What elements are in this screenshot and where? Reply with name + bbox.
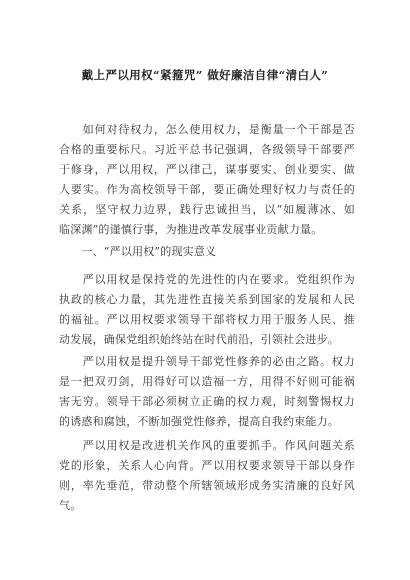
text-line: 气。: [59, 499, 82, 512]
text-line: 则，率先垂范，带动整个所辖领域形成务实清廉的良好风: [59, 479, 355, 492]
text-line: 如何对待权力，怎么使用权力，是衡量一个干部是否: [59, 123, 355, 136]
text-line: 党的形象，关系人心向背。严以用权要求领导干部以身作: [59, 459, 355, 472]
text-line: 的诱惑和腐蚀，不断加强党性修养，提高自我约束能力。: [59, 415, 339, 428]
section-heading-text: 一、“严以用权”的现实意义: [59, 245, 217, 258]
text-line: 动发展，确保党组织始终站在时代前沿，引领社会进步。: [59, 333, 339, 346]
text-line: 执政的核心力量，其先进性直接关系到国家的发展和人民: [59, 293, 355, 306]
text-line: 的福祉。严以用权要求领导干部将权力用于服务人民、推: [59, 313, 355, 326]
text-line: 于修身，严以用权，严以律己，谋事要实、创业要实、做: [59, 163, 355, 176]
section-heading: [59, 242, 355, 262]
paragraph-cultivation: [59, 352, 355, 432]
text-line: 人要实。作为高校领导干部，要正确处理好权力与责任的: [59, 183, 355, 196]
text-line: 严以用权是提升领导干部党性修养的必由之路。权力: [59, 355, 355, 368]
text-line: 严以用权是改进机关作风的重要抓手。作风问题关系: [59, 439, 355, 452]
text-line: 临深渊”的谨慎行事，为推进改革发展事业贡献力量。: [59, 223, 323, 236]
document-title: 戴上严以用权“紧箍咒” 做好廉洁自律“清白人”: [81, 68, 329, 82]
text-line: 严以用权是保持党的先进性的内在要求。党组织作为: [59, 273, 355, 286]
text-line: 害无穷。领导干部必须树立正确的权力观，时刻警惕权力: [59, 395, 355, 408]
paragraph-advancement: [59, 270, 355, 350]
text-line: 合格的重要标尺。习近平总书记强调，各级领导干部要严: [59, 143, 355, 156]
paragraph-intro: [59, 120, 355, 240]
text-line: 关系，坚守权力边界，践行忠诚担当，以“如履薄冰、如: [59, 203, 355, 216]
paragraph-work-style: [59, 436, 355, 516]
text-line: 是一把双刃剑，用得好可以造福一方，用得不好则可能祸: [59, 375, 355, 388]
